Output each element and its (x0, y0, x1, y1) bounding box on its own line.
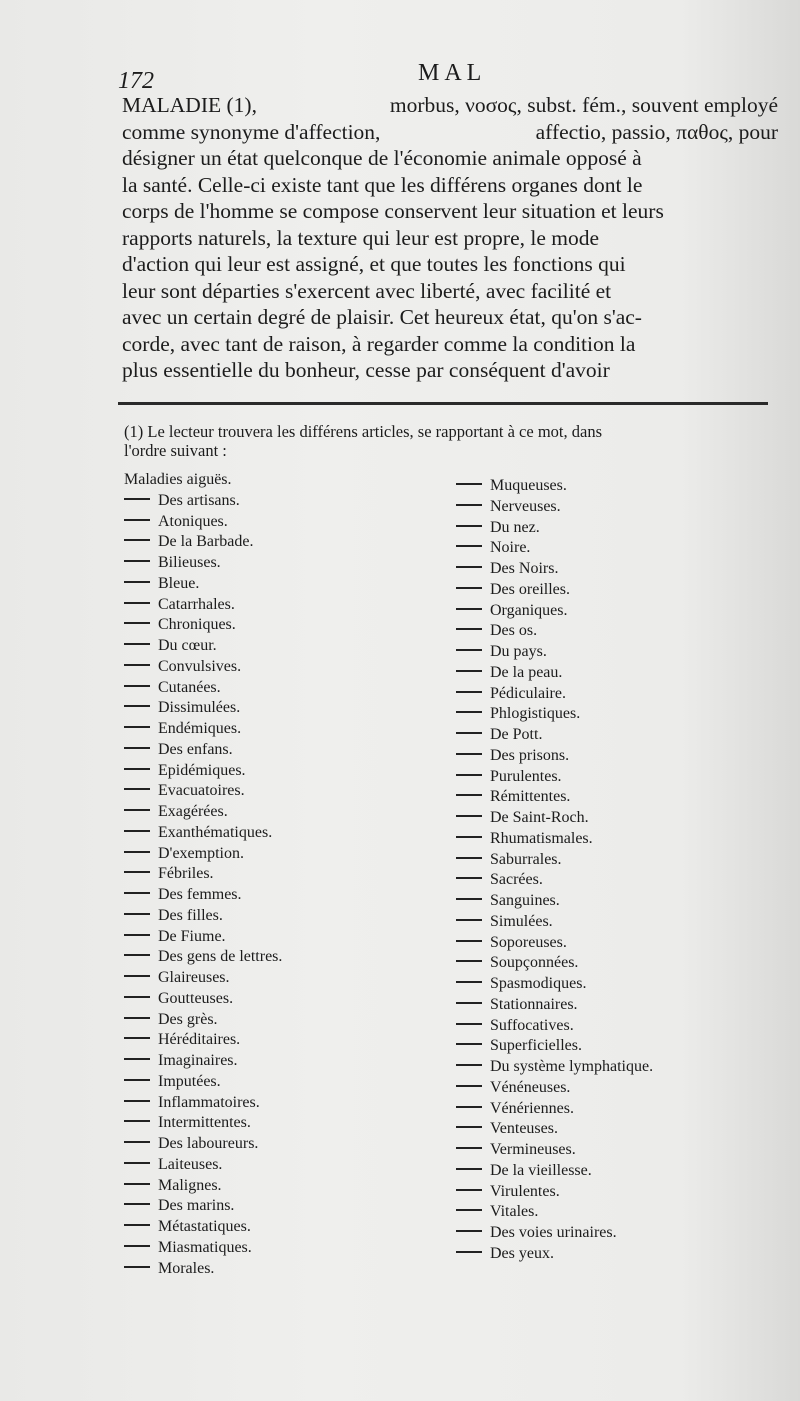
list-item (124, 761, 444, 782)
dash-mark (456, 1002, 482, 1004)
list-item (124, 740, 444, 761)
list-item-label: Bilieuses. (158, 554, 221, 571)
dash-mark (124, 726, 150, 728)
list-item-label: Du nez. (490, 518, 540, 536)
dash-mark (124, 996, 150, 998)
list-item (456, 808, 776, 829)
list-item (456, 891, 776, 912)
list-item (456, 1202, 776, 1223)
list-item (456, 974, 776, 995)
list-item (124, 615, 444, 636)
list-item (124, 1196, 444, 1217)
list-item-label: Des grès. (158, 1010, 218, 1028)
dash-mark (456, 483, 482, 485)
list-item-label: Soupçonnées. (490, 954, 579, 972)
dash-mark (124, 1266, 150, 1268)
dash-mark (456, 1023, 482, 1025)
dash-mark (124, 871, 150, 873)
list-item-label: Exanthématiques. (158, 823, 273, 841)
dash-mark (124, 747, 150, 749)
list-item-label: Des prisons. (490, 746, 570, 764)
text-line (122, 198, 778, 225)
dash-mark (124, 1224, 150, 1226)
list-item-label: Du pays. (490, 643, 547, 660)
footnote (124, 422, 776, 460)
text-line (122, 251, 778, 278)
dash-mark (456, 898, 482, 900)
list-item-label: Du cœur. (158, 637, 217, 654)
list-item (456, 663, 776, 684)
footnote-line: (1) Le lecteur trouvera les différens articles, se rapportant à ce mot, dans (124, 422, 602, 441)
list-item (456, 1161, 776, 1182)
list-item (124, 1259, 444, 1280)
list-item-label: Evacuatoires. (158, 782, 245, 800)
list-item-label: Des marins. (158, 1197, 235, 1215)
dash-mark (456, 1043, 482, 1045)
list-item-label: Saburrales. (490, 850, 562, 868)
dash-mark (456, 1085, 482, 1087)
dash-mark (456, 1168, 482, 1170)
text-line (122, 357, 778, 384)
list-item (124, 906, 444, 927)
list-item (456, 642, 776, 663)
list-item (456, 1119, 776, 1140)
dash-mark (456, 1147, 482, 1149)
list-heading: Maladies aiguës. (124, 471, 232, 488)
dash-mark (124, 851, 150, 853)
text-segment: avec un certain degré de plaisir. Cet heureux état, qu'on s'ac- (122, 305, 642, 329)
dash-mark (124, 685, 150, 687)
text-line (122, 145, 778, 172)
dash-mark (124, 1183, 150, 1185)
page-number: 172 (118, 68, 154, 94)
list-item-label: Vermineuses. (490, 1141, 576, 1158)
text-segment: morbus, νοσος, subst. fém., souvent employé (389, 93, 778, 117)
dash-mark (456, 877, 482, 879)
list-item-label: Du système lymphatique. (490, 1058, 654, 1075)
text-segment: la santé. Celle-ci existe tant que les différens organes dont le (122, 172, 643, 197)
dash-mark (124, 1245, 150, 1247)
list-item-label: Morales. (158, 1259, 215, 1277)
dash-mark (124, 1120, 150, 1122)
list-item-label: Métastatiques. (158, 1218, 251, 1235)
dash-mark (456, 1064, 482, 1066)
list-item (124, 885, 444, 906)
list-item (456, 1016, 776, 1037)
list-item-label: Glaireuses. (158, 969, 230, 986)
dash-mark (124, 768, 150, 770)
dash-mark (456, 1251, 482, 1253)
text-line (122, 331, 778, 358)
list-item (456, 1182, 776, 1203)
list-item (124, 1072, 444, 1093)
text-line (122, 225, 778, 252)
dash-mark (124, 954, 150, 956)
list-item (124, 823, 444, 844)
list-item-label: Phlogistiques. (490, 705, 581, 723)
list-item (456, 538, 776, 559)
list-item-label: Cutanées. (158, 678, 221, 696)
list-item (456, 476, 776, 497)
list-item-label: Virulentes. (490, 1182, 560, 1200)
list-item (124, 1155, 444, 1176)
list-item (124, 989, 444, 1010)
list-item (124, 553, 444, 574)
dash-mark (124, 560, 150, 562)
list-item-label: Pédiculaire. (490, 684, 566, 702)
list-item-label: Endémiques. (158, 720, 242, 737)
list-item-label: Des gens de lettres. (158, 948, 283, 966)
list-item (124, 802, 444, 823)
dash-mark (456, 774, 482, 776)
list-item-label: Vénériennes. (490, 1099, 574, 1117)
dash-mark (124, 975, 150, 977)
footnote-separator (118, 402, 768, 405)
text-segment: MALADIE (1), (122, 93, 257, 117)
text-line (122, 172, 778, 199)
list-item (456, 1140, 776, 1161)
dash-mark (456, 649, 482, 651)
list-item (456, 684, 776, 705)
dash-mark (124, 705, 150, 707)
dash-mark (456, 1126, 482, 1128)
list-item-label: Purulentes. (490, 767, 562, 785)
list-item (124, 927, 444, 948)
list-item-label: Chroniques. (158, 616, 236, 634)
list-item (456, 518, 776, 539)
list-item-label: De la peau. (490, 663, 563, 681)
list-item (124, 781, 444, 802)
list-item (124, 636, 444, 657)
text-line (122, 119, 778, 146)
dash-mark (456, 1230, 482, 1232)
dash-mark (456, 1189, 482, 1191)
dash-mark (456, 670, 482, 672)
dash-mark (124, 1141, 150, 1143)
list-item-label: Venteuses. (490, 1120, 558, 1138)
running-title: MAL (418, 60, 487, 86)
list-item (456, 559, 776, 580)
dash-mark (456, 732, 482, 734)
list-item (456, 995, 776, 1016)
list-item (124, 864, 444, 885)
article-list-left (124, 470, 444, 1279)
list-item-label: Exagérées. (158, 803, 228, 820)
list-item-label: Spasmodiques. (490, 975, 587, 992)
list-item-label: Catarrhales. (158, 595, 235, 613)
dash-mark (456, 608, 482, 610)
dash-mark (124, 1017, 150, 1019)
list-item-label: Goutteuses. (158, 989, 234, 1007)
list-item (456, 497, 776, 518)
list-item (124, 657, 444, 678)
page-header (118, 60, 778, 94)
list-item (124, 678, 444, 699)
list-item-label: Muqueuses. (490, 477, 567, 494)
dash-mark (124, 519, 150, 521)
dash-mark (456, 857, 482, 859)
dash-mark (124, 581, 150, 583)
dash-mark (124, 1079, 150, 1081)
list-item (456, 704, 776, 725)
dash-mark (124, 892, 150, 894)
list-item (456, 621, 776, 642)
text-segment: leur sont départies s'exercent avec liberté, avec facilité et (122, 278, 612, 303)
dash-mark (124, 498, 150, 500)
list-item-label: Inflammatoires. (158, 1093, 260, 1111)
list-item-label: Soporeuses. (490, 933, 567, 951)
list-item (124, 968, 444, 989)
dash-mark (456, 628, 482, 630)
dash-mark (124, 643, 150, 645)
text-segment: affectio, passio, παθος, pour (535, 119, 778, 144)
list-item (456, 1099, 776, 1120)
list-item (456, 767, 776, 788)
list-item-label: Superficielles. (490, 1037, 582, 1055)
list-item-label: Malignes. (158, 1176, 222, 1194)
list-item (456, 1057, 776, 1078)
list-item-label: Imputées. (158, 1072, 221, 1090)
dash-mark (124, 622, 150, 624)
list-item-label: Des oreilles. (490, 580, 570, 598)
list-item-label: Laiteuses. (158, 1155, 223, 1173)
dash-mark (456, 981, 482, 983)
text-segment: corps de l'homme se compose conservent leur situation et leurs (122, 199, 664, 223)
text-segment: plus essentielle du bonheur, cesse par conséquent d'avoir (122, 358, 610, 382)
list-item-label: Des Noirs. (490, 560, 559, 577)
dash-mark (456, 566, 482, 568)
dash-mark (124, 602, 150, 604)
list-item (124, 1134, 444, 1155)
list-item-label: Nerveuses. (490, 497, 561, 515)
list-item (456, 1078, 776, 1099)
dash-mark (456, 919, 482, 921)
dash-mark (456, 504, 482, 506)
list-item-label: Atoniques. (158, 512, 228, 530)
list-item-label: Rhumatismales. (490, 829, 593, 847)
list-item-label: Fébriles. (158, 865, 214, 883)
dash-mark (124, 934, 150, 936)
list-item (124, 512, 444, 533)
list-item (456, 870, 776, 891)
list-item (124, 1176, 444, 1197)
list-item-label: Vitales. (490, 1203, 539, 1221)
list-item (124, 1217, 444, 1238)
list-item (124, 1093, 444, 1114)
list-item (124, 1030, 444, 1051)
main-paragraph (122, 92, 778, 384)
dash-mark (124, 913, 150, 915)
dash-mark (456, 753, 482, 755)
text-segment: d'action qui leur est assigné, et que toutes les fonctions qui (122, 252, 626, 276)
text-segment: désigner un état quelconque de l'économie animale opposé à (122, 146, 642, 170)
text-line (122, 304, 778, 331)
list-item (456, 746, 776, 767)
text-line (122, 92, 778, 119)
list-item-label: De Pott. (490, 726, 543, 743)
dash-mark (124, 1037, 150, 1039)
list-item-label: Des yeux. (490, 1244, 554, 1262)
list-item-label: Organiques. (490, 601, 568, 619)
list-item-label: Des os. (490, 622, 538, 640)
list-item (456, 953, 776, 974)
list-item-label: Imaginaires. (158, 1052, 238, 1069)
list-item (124, 719, 444, 740)
list-item-label: Convulsives. (158, 657, 242, 675)
list-item (124, 1238, 444, 1259)
list-item-label: Héréditaires. (158, 1031, 241, 1049)
dash-mark (456, 794, 482, 796)
dash-mark (124, 1100, 150, 1102)
list-item (124, 698, 444, 719)
dash-mark (456, 711, 482, 713)
list-item (456, 725, 776, 746)
dash-mark (456, 545, 482, 547)
list-item-label: Des enfans. (158, 740, 233, 758)
list-item-label: Des filles. (158, 906, 223, 924)
dash-mark (456, 1209, 482, 1211)
list-item-label: Sacrées. (490, 871, 543, 889)
list-item-label: Vénéneuses. (490, 1078, 571, 1096)
dash-mark (124, 539, 150, 541)
dash-mark (456, 960, 482, 962)
text-segment: corde, avec tant de raison, à regarder comme la condition la (122, 331, 636, 356)
list-item-label: Intermittentes. (158, 1114, 251, 1132)
dash-mark (124, 830, 150, 832)
list-item-label: De Saint-Roch. (490, 809, 589, 826)
list-item-label: De la vieillesse. (490, 1161, 592, 1179)
list-item (124, 1010, 444, 1031)
list-item (456, 1244, 776, 1265)
list-item-label: Sanguines. (490, 892, 560, 909)
list-item (456, 912, 776, 933)
list-item (456, 787, 776, 808)
dash-mark (124, 809, 150, 811)
list-item-label: Dissimulées. (158, 699, 241, 717)
dash-mark (124, 1203, 150, 1205)
list-item-label: Des femmes. (158, 886, 242, 903)
list-item (456, 1223, 776, 1244)
dash-mark (124, 1058, 150, 1060)
text-line (122, 278, 778, 305)
list-item (124, 595, 444, 616)
list-item (124, 1113, 444, 1134)
list-item (456, 580, 776, 601)
list-item-label: Bleue. (158, 574, 200, 592)
list-item-label: De la Barbade. (158, 533, 254, 551)
list-item (456, 933, 776, 954)
dash-mark (456, 587, 482, 589)
dash-mark (124, 664, 150, 666)
footnote-line: l'ordre suivant : (124, 441, 227, 460)
dash-mark (124, 788, 150, 790)
list-item-label: Des voies urinaires. (490, 1224, 617, 1241)
list-item-label: Des laboureurs. (158, 1135, 259, 1152)
article-list-right (456, 476, 776, 1265)
list-item (124, 1051, 444, 1072)
list-item-label: Simulées. (490, 912, 553, 930)
dash-mark (456, 836, 482, 838)
list-item-label: Miasmatiques. (158, 1238, 252, 1256)
list-item (456, 1036, 776, 1057)
list-item-label: Rémittentes. (490, 788, 571, 806)
dash-mark (456, 525, 482, 527)
list-item-label: De Fiume. (158, 927, 226, 945)
dash-mark (456, 691, 482, 693)
dash-mark (124, 1162, 150, 1164)
list-item (456, 850, 776, 871)
list-item-label: Suffocatives. (490, 1016, 574, 1034)
text-segment: comme synonyme d'affection, (122, 119, 381, 144)
list-item-label: D'exemption. (158, 844, 244, 862)
text-segment: rapports naturels, la texture qui leur est propre, le mode (122, 225, 600, 250)
list-item-label: Epidémiques. (158, 761, 246, 779)
dash-mark (456, 940, 482, 942)
list-item-label: Stationnaires. (490, 995, 578, 1013)
list-item (124, 491, 444, 512)
list-item-label: Noire. (490, 539, 531, 557)
list-item-label: Des artisans. (158, 491, 240, 509)
list-item (124, 532, 444, 553)
list-item (124, 947, 444, 968)
dash-mark (456, 815, 482, 817)
dash-mark (456, 1106, 482, 1108)
list-item (124, 574, 444, 595)
list-item (456, 601, 776, 622)
list-item (124, 844, 444, 865)
list-item (456, 829, 776, 850)
